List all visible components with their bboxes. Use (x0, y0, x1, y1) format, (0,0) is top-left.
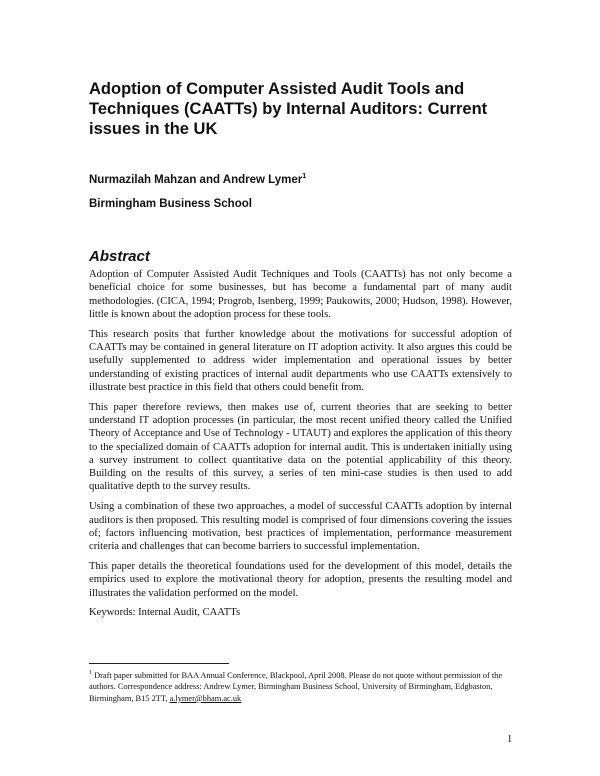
abstract-paragraph: Adoption of Computer Assisted Audit Techniques and Tools (CAATTs) has not only become a beneficial choice for some businesses, but has become a fundamental part of many audit methodologies. (CICA, 1994; Progrob, Isenberg, 1999; Paukowits, 2000; Hudson, 1998). However, little is known about the adoption process for these tools. (89, 269, 512, 320)
abstract-paragraph: Using a combination of these two approaches, a model of successful CAATTs adoption by internal auditors is then proposed. This resulting model is comprised of four dimensions covering the issues of; factors influencing motivation, best practices of implementation, performance measurement criteria and challenges that can become barriers to successful implementation. (89, 501, 512, 553)
footnote-divider (89, 663, 229, 664)
abstract-paragraph: This research posits that further knowledge about the motivations for successful adoption of CAATTs may be contained in general literature on IT adoption activity. It also argues this could be usefully supplemented to address wider implementation and operational issues by better understanding of existing practices of internal audit departments who use CAATTs extensively to illustrate best practice in this field that others could benefit from. (89, 328, 512, 393)
footnote-reference[interactable]: 1 (302, 173, 307, 180)
affiliation: Birmingham Business School (89, 198, 252, 210)
page-number: 1 (507, 734, 513, 745)
footnote (89, 668, 509, 704)
keywords: Keywords: Internal Audit, CAATTs (89, 607, 241, 619)
abstract-heading: Abstract (89, 248, 150, 265)
paper-title: Adoption of Computer Assisted Audit Tools and Techniques (CAATTs) by Internal Auditors: Current issues in the UK (89, 80, 488, 138)
author-names: Nurmazilah Mahzan and Andrew Lymer (89, 173, 303, 186)
abstract-paragraph: This paper details the theoretical foundations used for the development of this model, details the empirics used to explore the motivational theory for adoption, presents the resulting model and illustrates the validation performed on the model. (89, 560, 512, 599)
authors (89, 173, 306, 186)
correspondence-email-link[interactable]: a.lymer@bham.ac.uk (169, 693, 242, 703)
footnote-mark: 1 (89, 670, 92, 676)
footnote-text: Draft paper submitted for BAA Annual Conference, Blackpool, April 2008. Please do not quote without permission of the authors. Correspondence address: Andrew Lymer, Birmingham Business School, University of Birmingham, Edgbaston, Birmingham, B15 2TT, (89, 670, 503, 703)
abstract-body (89, 268, 512, 626)
abstract-paragraph: This paper therefore reviews, then makes use of, current theories that are seeking to better understand IT adoption processes (in particular, the most recent unified theory called the Unified Theory of Acceptance and Use of Technology - UTAUT) and explores the application of this theory to the specialized domain of CAATTs adoption for internal audit. This is undertaken initially using a survey instrument to collect quantitative data on the potential applicability of this theory. Building on the results of this survey, a series of ten mini-case studies is then used to add qualitative depth to the survey results. (89, 401, 512, 493)
